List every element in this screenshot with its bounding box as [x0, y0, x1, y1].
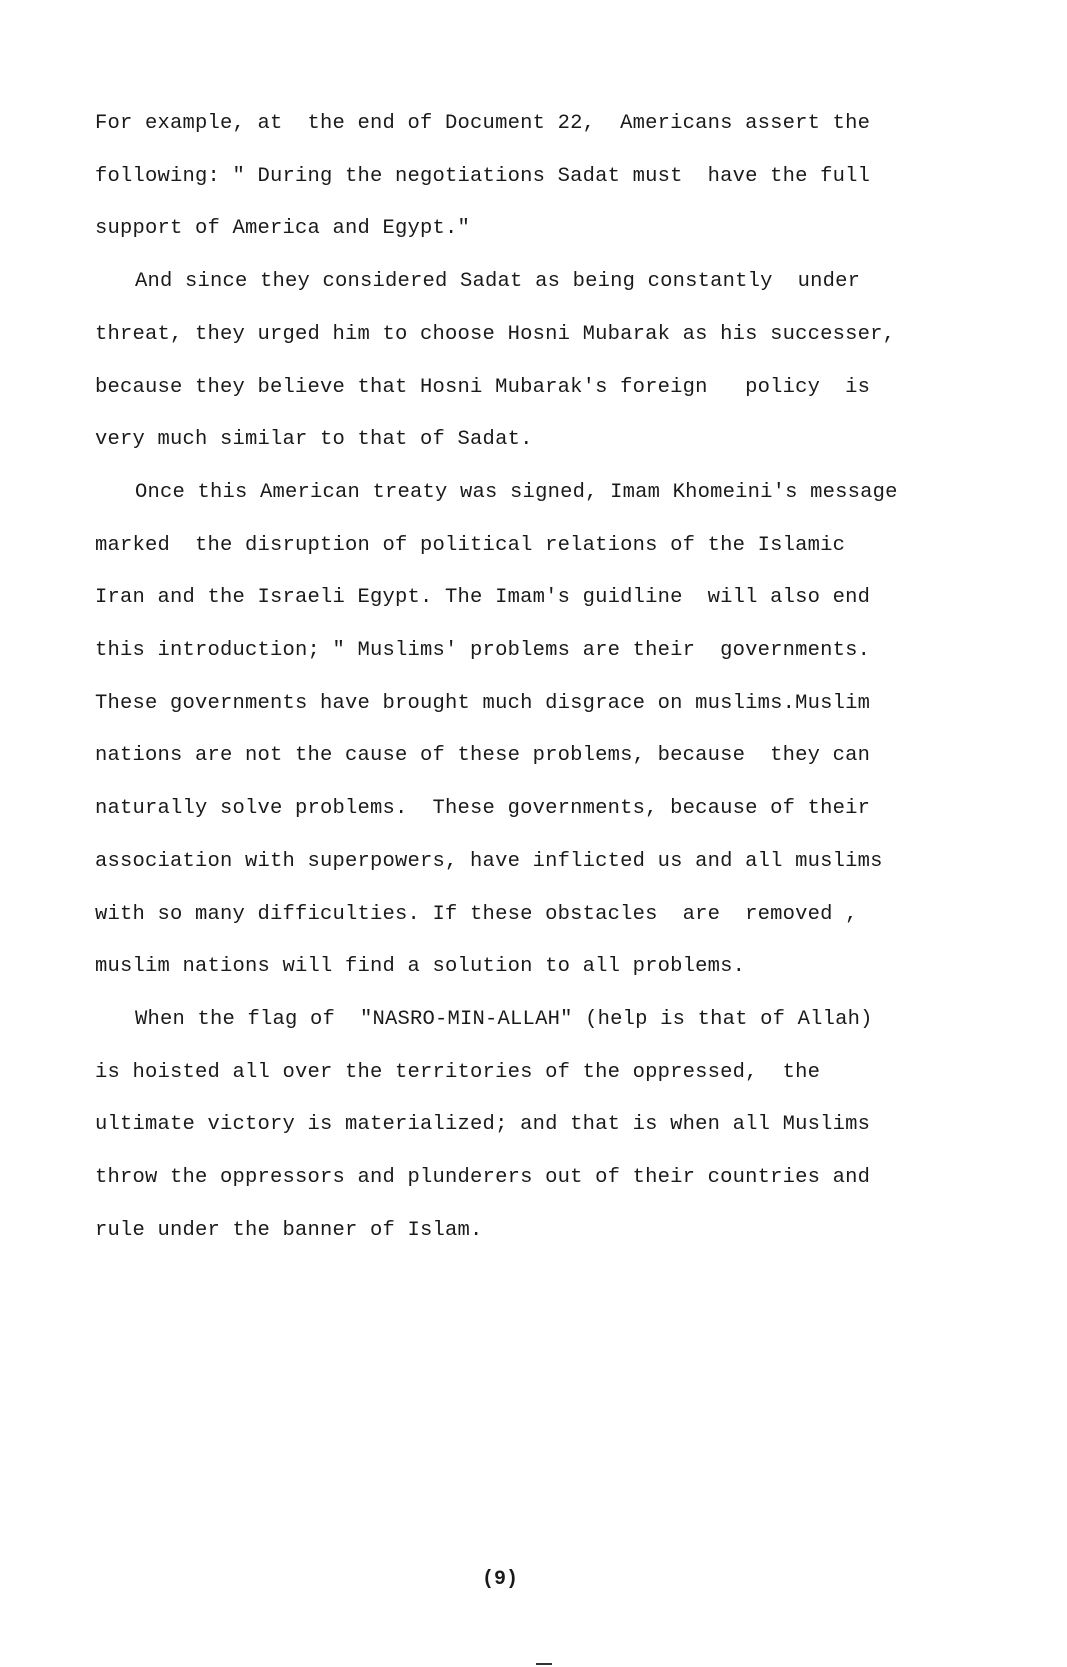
- text-line: following: " During the negotiations Sadat must have the full: [95, 164, 871, 188]
- text-line: For example, at the end of Document 22, Americans assert the: [95, 112, 871, 135]
- text-line: support of America and Egypt.": [95, 217, 471, 241]
- text-line: Once this American treaty was signed, Imam Khomeini's message: [135, 480, 898, 504]
- body-text: [95, 98, 945, 1257]
- page-number: (9): [481, 1568, 518, 1591]
- text-line: muslim nations will find a solution to all problems.: [95, 955, 746, 979]
- text-line: naturally solve problems. These governments, because of their: [95, 797, 871, 821]
- scan-mark: [536, 1663, 552, 1665]
- text-line: nations are not the cause of these problems, because they can: [95, 744, 871, 768]
- text-line: is hoisted all over the territories of the oppressed, the: [95, 1060, 821, 1084]
- paragraph-1: [95, 98, 945, 256]
- text-line: because they believe that Hosni Mubarak's foreign policy is: [95, 375, 871, 399]
- text-line: And since they considered Sadat as being constantly under: [135, 270, 861, 294]
- text-line: When the flag of "NASRO-MIN-ALLAH" (help is that of Allah): [135, 1007, 873, 1031]
- text-line: threat, they urged him to choose Hosni Mubarak as his successer,: [95, 322, 896, 346]
- text-line: very much similar to that of Sadat.: [95, 428, 533, 452]
- paragraph-4: [95, 994, 945, 1258]
- text-line: ultimate victory is materialized; and that is when all Muslims: [95, 1113, 871, 1137]
- text-line: association with superpowers, have inflicted us and all muslims: [95, 849, 883, 873]
- paragraph-2: [95, 256, 945, 467]
- text-line: this introduction; " Muslims' problems are their governments.: [95, 639, 871, 663]
- text-line: with so many difficulties. If these obstacles are removed ,: [95, 902, 858, 926]
- text-line: rule under the banner of Islam.: [95, 1218, 483, 1242]
- paragraph-3: [95, 467, 945, 994]
- text-line: Iran and the Israeli Egypt. The Imam's guidline will also end: [95, 586, 871, 610]
- text-line: These governments have brought much disgrace on muslims.Muslim: [95, 691, 871, 715]
- text-line: marked the disruption of political relations of the Islamic: [95, 533, 846, 557]
- text-line: throw the oppressors and plunderers out of their countries and: [95, 1166, 871, 1190]
